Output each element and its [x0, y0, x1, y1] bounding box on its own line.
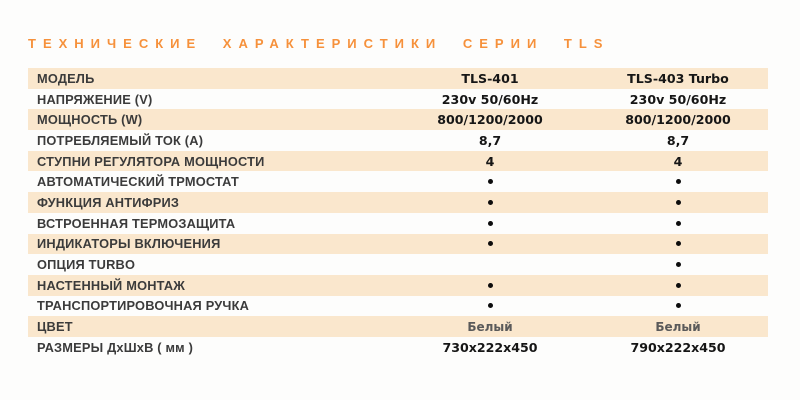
spec-label: ИНДИКАТОРЫ ВКЛЮЧЕНИЯ [37, 236, 221, 252]
spec-label: ЦВЕТ [37, 319, 73, 335]
spec-value-tls401 [392, 234, 588, 255]
spec-value-tls401: 8,7 [478, 132, 502, 148]
table-row [28, 171, 768, 192]
spec-value-tls403: 800/1200/2000 [625, 112, 731, 128]
table-row [28, 68, 768, 89]
spec-value-tls403 [588, 296, 768, 317]
feature-dot [676, 303, 681, 308]
table-row [28, 337, 768, 358]
spec-label: МОДЕЛЬ [37, 70, 95, 86]
feature-dot [488, 303, 493, 308]
table-row [28, 213, 768, 234]
spec-value-tls403: Белый [655, 319, 701, 334]
spec-value-tls403: 4 [673, 153, 683, 169]
page-title: ТЕХНИЧЕСКИЕ ХАРАКТЕРИСТИКИ СЕРИИ TLS [28, 36, 610, 51]
feature-dot [676, 221, 681, 226]
spec-value-tls403 [588, 275, 768, 296]
spec-value-tls403 [588, 192, 768, 213]
spec-value-tls401: 230v 50/60Hz [441, 91, 539, 107]
table-row [28, 151, 768, 172]
table-row [28, 192, 768, 213]
feature-dot [676, 262, 681, 267]
spec-value-tls401 [392, 275, 588, 296]
spec-label: РАЗМЕРЫ ДхШхВ ( мм ) [37, 339, 194, 355]
spec-label: ФУНКЦИЯ АНТИФРИЗ [37, 194, 180, 210]
table-row [28, 316, 768, 337]
spec-label: ТРАНСПОРТИРОВОЧНАЯ РУЧКА [37, 298, 250, 314]
feature-dot [488, 221, 493, 226]
spec-label: ОПЦИЯ TURBO [37, 257, 136, 273]
spec-value-tls401: 4 [485, 153, 495, 169]
spec-value-tls403: TLS-403 Turbo [627, 70, 729, 86]
feature-dot [488, 283, 493, 288]
spec-value-tls401 [392, 171, 588, 192]
spec-label: МОЩНОСТЬ (W) [37, 112, 143, 128]
spec-value-tls403: 8,7 [666, 132, 690, 148]
spec-value-tls401: Белый [467, 319, 513, 334]
spec-label: НАПРЯЖЕНИЕ (V) [37, 91, 153, 107]
spec-table [28, 68, 768, 358]
spec-value-tls403 [588, 234, 768, 255]
spec-value-tls403 [588, 171, 768, 192]
spec-label: НАСТЕННЫЙ МОНТАЖ [37, 277, 186, 293]
feature-dot [676, 241, 681, 246]
spec-label: ВСТРОЕННАЯ ТЕРМОЗАЩИТА [37, 215, 236, 231]
spec-value-tls401 [392, 213, 588, 234]
table-row [28, 275, 768, 296]
table-row [28, 234, 768, 255]
spec-value-tls403: 230v 50/60Hz [629, 91, 727, 107]
feature-dot [676, 283, 681, 288]
spec-label: ПОТРЕБЛЯЕМЫЙ ТОК (А) [37, 132, 204, 148]
feature-dot [488, 200, 493, 205]
spec-value-tls401: 800/1200/2000 [437, 112, 543, 128]
table-row [28, 130, 768, 151]
spec-label: АВТОМАТИЧЕСКИЙ ТРМОСТАТ [37, 174, 240, 190]
spec-value-tls401 [392, 192, 588, 213]
feature-dot [676, 179, 681, 184]
spec-value-tls403: 790x222x450 [630, 339, 726, 355]
spec-value-tls403 [588, 254, 768, 275]
spec-value-tls401 [392, 296, 588, 317]
feature-dot [676, 200, 681, 205]
spec-value-tls401: TLS-401 [461, 70, 519, 86]
spec-value-tls401 [392, 254, 588, 275]
table-row [28, 109, 768, 130]
table-row [28, 254, 768, 275]
spec-label: СТУПНИ РЕГУЛЯТОРА МОЩНОСТИ [37, 153, 265, 169]
feature-dot [488, 241, 493, 246]
table-row [28, 89, 768, 110]
table-row [28, 296, 768, 317]
spec-value-tls403 [588, 213, 768, 234]
spec-value-tls401: 730x222x450 [442, 339, 538, 355]
feature-dot [488, 179, 493, 184]
